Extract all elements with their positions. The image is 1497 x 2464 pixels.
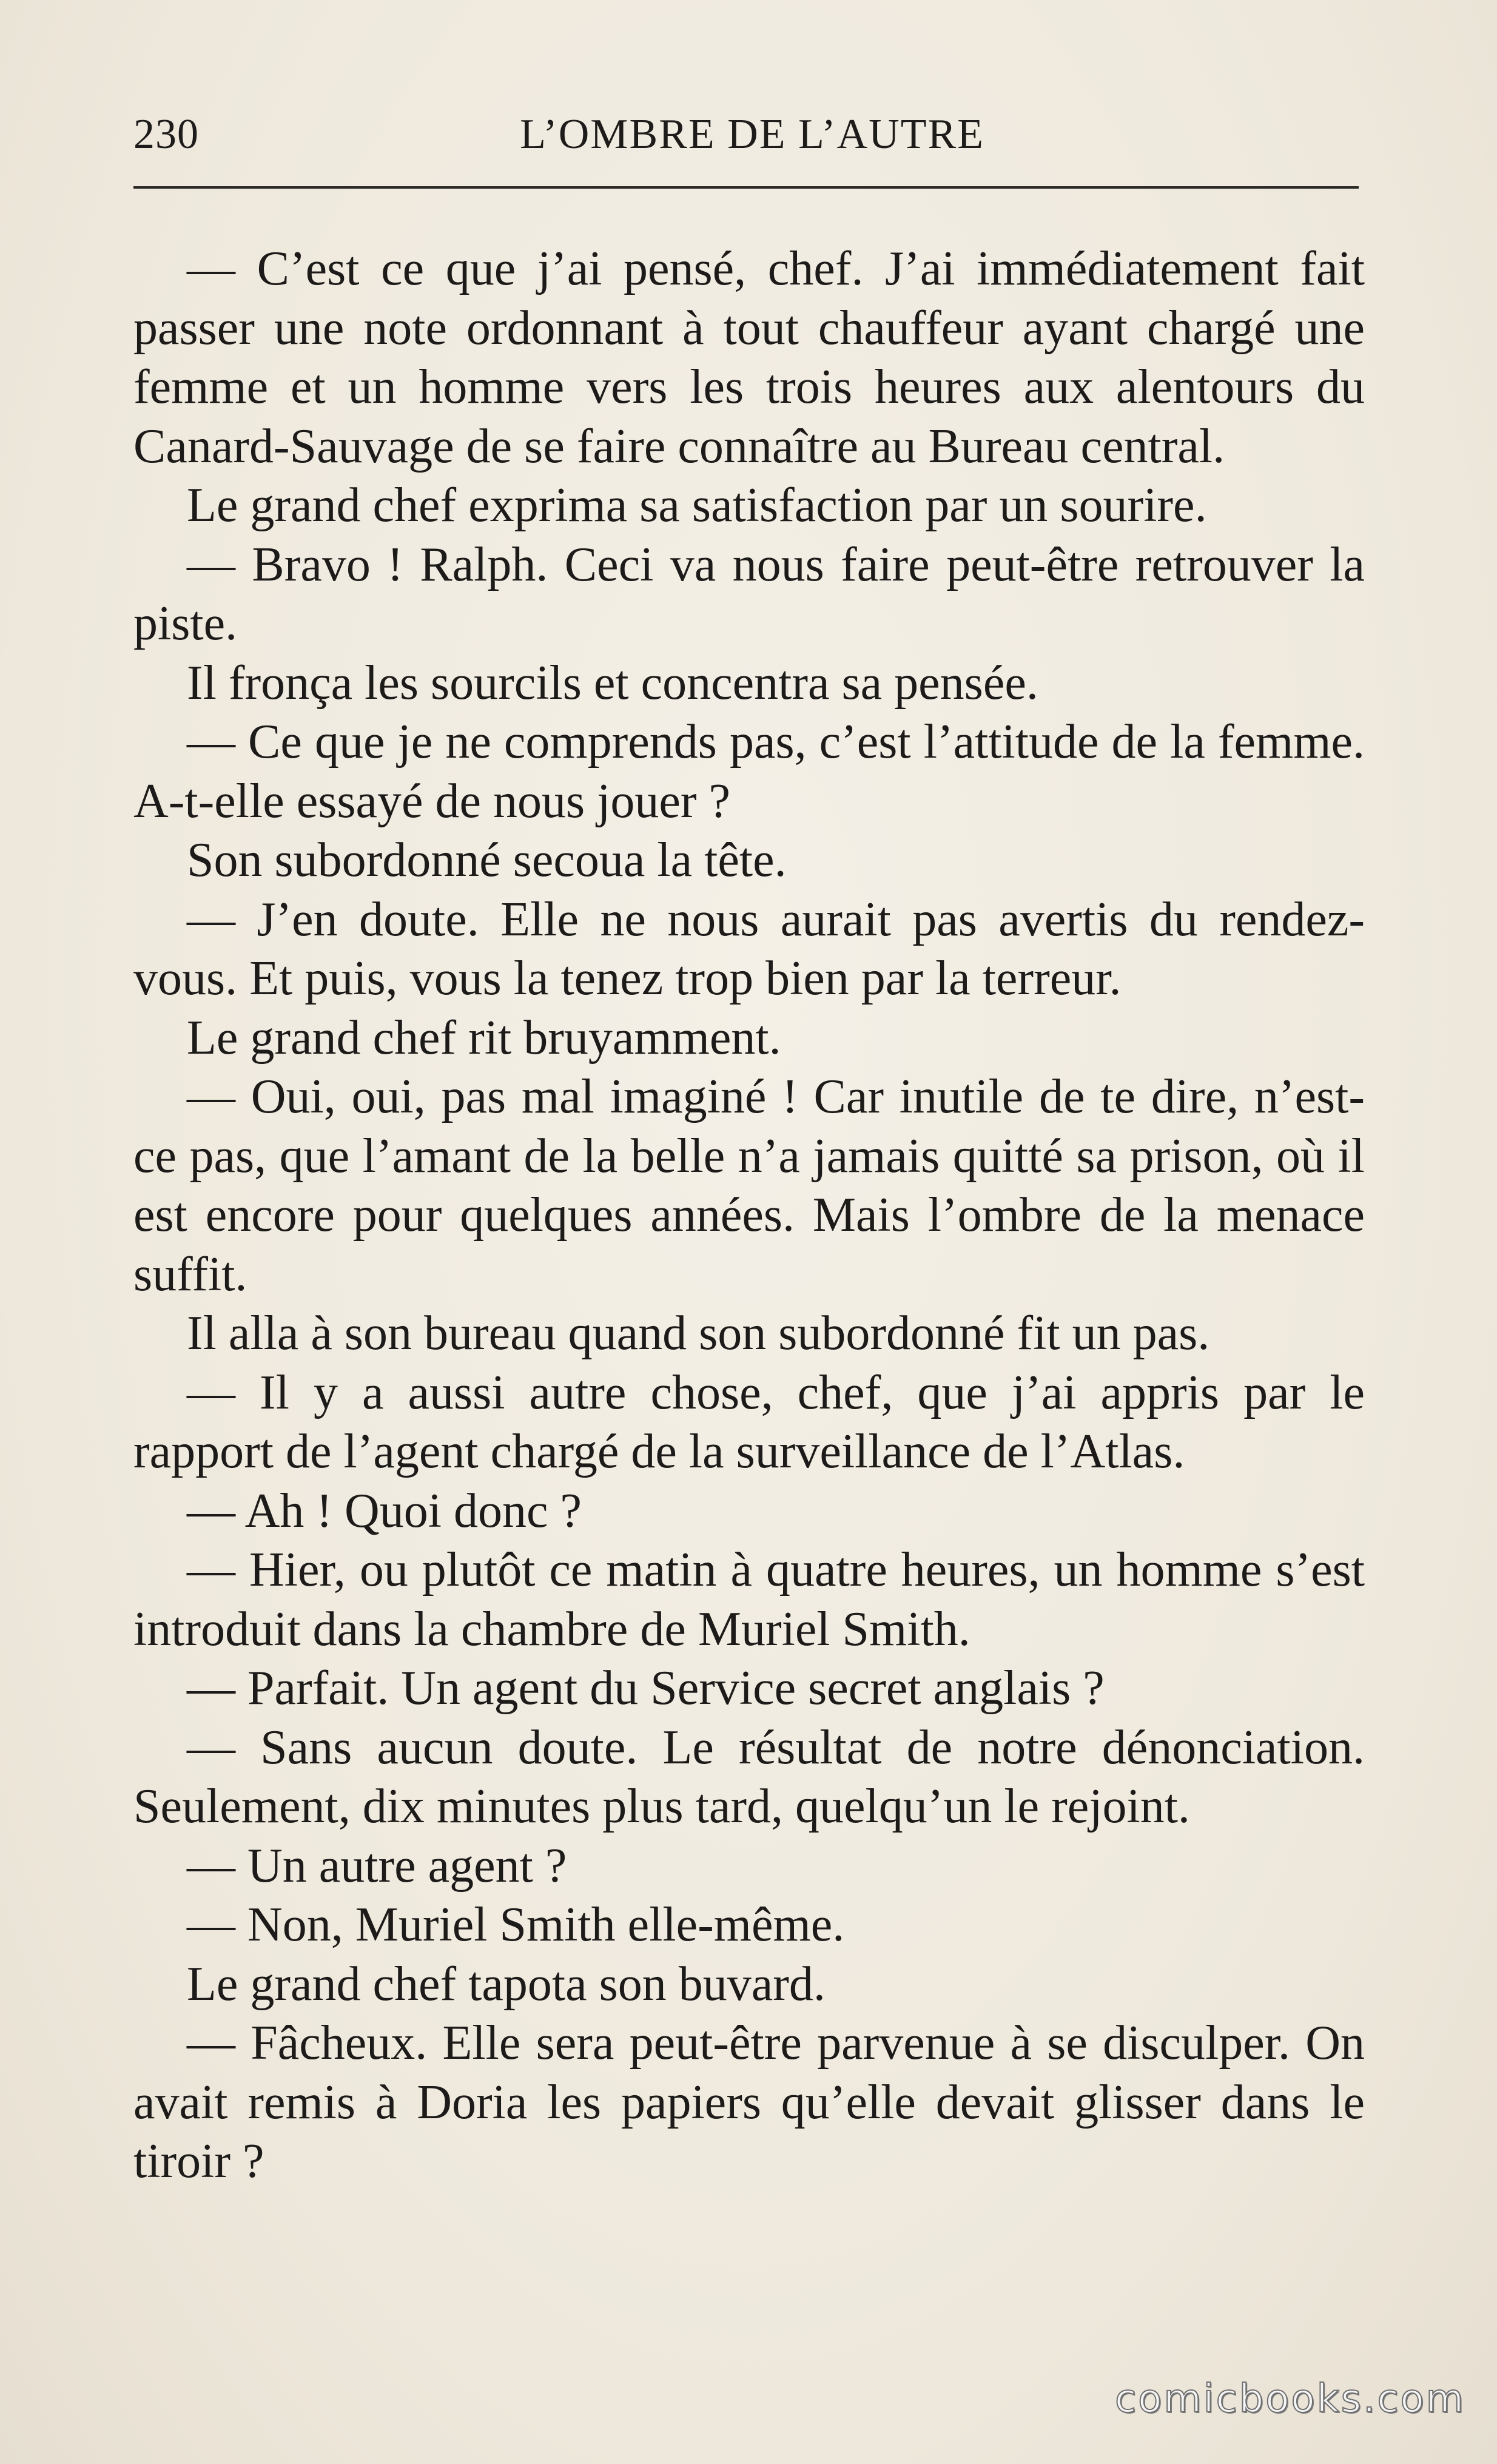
paragraph: — Non, Muriel Smith elle-même. bbox=[187, 1898, 845, 1951]
paragraph: Il alla à son bureau quand son subordonné fit un pas. bbox=[187, 1307, 1210, 1360]
page-number: 230 bbox=[133, 111, 199, 158]
paragraph: Le grand chef rit bruyamment. bbox=[187, 1011, 781, 1065]
header-rule bbox=[133, 186, 1359, 189]
page-header bbox=[133, 103, 1371, 170]
paragraph: — Un autre agent ? bbox=[187, 1839, 567, 1893]
page-body bbox=[133, 240, 1365, 2192]
paragraph: — C’est ce que j’ai pensé, chef. J’ai immédiatement fait passer une note ordonnant à tout chauffeur ayant chargé une femme et un homme vers les trois heures aux alentours du Canard-Sauvage de se faire connaître au Bureau central. bbox=[133, 242, 1365, 473]
paragraph: — Sans aucun doute. Le résultat de notre dénonciation. Seulement, dix minutes plus tard, quelqu’un le rejoint. bbox=[133, 1720, 1365, 1833]
paragraph: — Parfait. Un agent du Service secret anglais ? bbox=[187, 1661, 1105, 1715]
paragraph: Son subordonné secoua la tête. bbox=[187, 833, 787, 887]
paragraph: — Hier, ou plutôt ce matin à quatre heures, un homme s’est introduit dans la chambre de Muriel Smith. bbox=[133, 1543, 1365, 1656]
paragraph: — Bravo ! Ralph. Ceci va nous faire peut-être retrouver la piste. bbox=[133, 537, 1365, 650]
watermark: comicbooks.com bbox=[1114, 2377, 1465, 2422]
running-title: L’OMBRE DE L’AUTRE bbox=[520, 111, 984, 158]
paragraph: — J’en doute. Elle ne nous aurait pas avertis du rendez-vous. Et puis, vous la tenez trop bien par la terreur. bbox=[133, 892, 1365, 1005]
paragraph: — Fâcheux. Elle sera peut-être parvenue à se disculper. On avait remis à Doria les papiers qu’elle devait glisser dans le tiroir ? bbox=[133, 2016, 1365, 2188]
paragraph: — Oui, oui, pas mal imaginé ! Car inutile de te dire, n’est-ce pas, que l’amant de la belle n’a jamais quitté sa prison, où il est encore pour quelques années. Mais l’ombre de la menace suffit. bbox=[133, 1070, 1365, 1301]
paragraph: Il fronça les sourcils et concentra sa pensée. bbox=[187, 656, 1038, 710]
paragraph: — Il y a aussi autre chose, chef, que j’ai appris par le rapport de l’agent chargé de la surveillance de l’Atlas. bbox=[133, 1365, 1365, 1478]
paragraph: Le grand chef exprima sa satisfaction par un sourire. bbox=[187, 479, 1207, 532]
paragraph: — Ce que je ne comprends pas, c’est l’attitude de la femme. A-t-elle essayé de nous jouer ? bbox=[133, 715, 1365, 828]
paragraph: — Ah ! Quoi donc ? bbox=[187, 1484, 582, 1538]
paragraph: Le grand chef tapota son buvard. bbox=[187, 1957, 826, 2011]
